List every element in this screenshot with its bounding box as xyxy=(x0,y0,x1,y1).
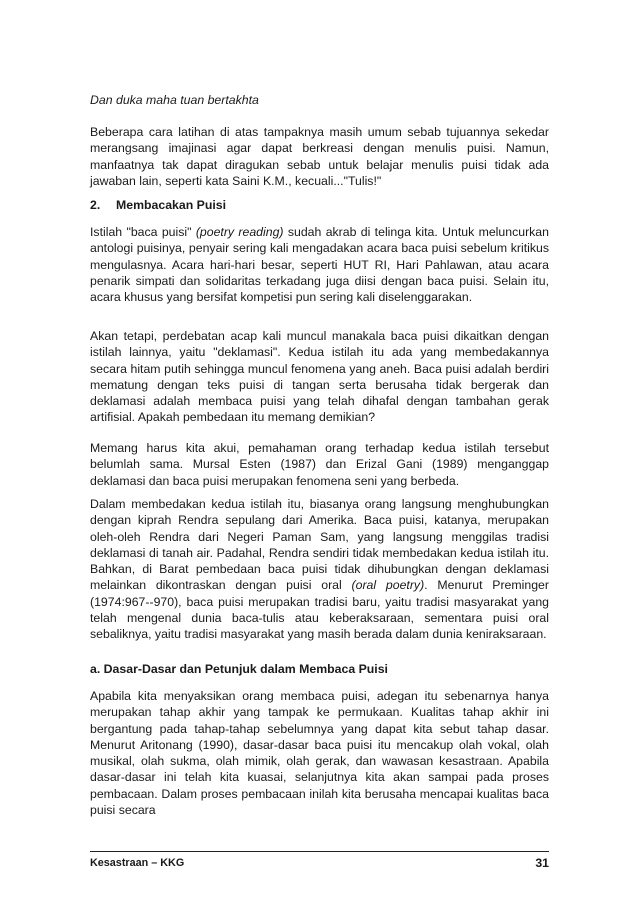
paragraph-3: Akan tetapi, perdebatan acap kali muncul manakala baca puisi dikaitkan dengan istilah lainnya, yaitu "deklamasi". Kedua istilah itu ada yang membedakannya secara hitam putih sehingga muncul fenomena yang aneh. Baca puisi adalah berdiri mematung dengan teks puisi di tangan serta berusaha tidak bergerak dan deklamasi adalah membaca puisi yang telah dihafal dengan tambahan gerak artifisial. Apakah pembedaan itu memang demikian? xyxy=(90,329,549,425)
page-number: 31 xyxy=(535,856,549,870)
section-number: 2. xyxy=(90,198,101,212)
paragraph-2-emphasis: (poetry reading) xyxy=(195,225,284,239)
paragraph-2-part-a: Istilah "baca puisi" xyxy=(90,225,196,239)
intro-quote: Dan duka maha tuan bertakhta xyxy=(90,93,259,107)
paragraph-5-emphasis: (oral poetry) xyxy=(351,578,425,593)
footer-divider xyxy=(90,851,549,852)
sub-heading: a. Dasar-Dasar dan Petunjuk dalam Membaca Puisi xyxy=(90,662,388,676)
section-heading xyxy=(90,197,226,213)
paragraph-5-part-b: . Menurut Preminger (1974:967--970), baca puisi merupakan tradisi baru, yaitu tradisi masyarakat yang telah mengenal dunia baca-tulis atau keberaksaraan, sementara puisi oral sebaliknya, yaitu tradisi masyarakat yang masih berada dalam dunia keniraksaraan. xyxy=(90,578,549,642)
paragraph-2-part-b: sudah akrab di telinga kita. Untuk meluncurkan antologi puisinya, penyair sering kali mengadakan acara baca puisi sebelum kritikus mengulasnya. Acara hari-hari besar, seperti HUT RI, Hari Pahlawan, atau acara penarik simpati dan solidaritas terkadang juga diisi dengan baca puisi. Selain itu, acara khusus yang bersifat kompetisi pun sering kali diselenggarakan. xyxy=(90,225,549,305)
paragraph-2 xyxy=(90,224,549,305)
section-title: Membacakan Puisi xyxy=(116,198,227,212)
paragraph-5-part-a: Dalam membedakan kedua istilah itu, biasanya orang langsung menghubungkan dengan kiprah Rendra sepulang dari Amerika. Baca puisi, katanya, merupakan oleh-oleh Rendra dari Negeri Paman Sam, yang langsung menggilas tradisi deklamasi di tanah air. Padahal, Rendra sendiri tidak membedakan kedua istilah itu. Bahkan, di Barat pembedaan baca puisi tidak dihubungkan dengan deklamasi melainkan dikontraskan dengan puisi oral xyxy=(90,497,549,593)
paragraph-6: Apabila kita menyaksikan orang membaca puisi, adegan itu sebenarnya hanya merupakan tahap akhir yang tampak ke permukaan. Kualitas tahap akhir ini bergantung pada tahap-tahap sebelumnya yang dapat kita sebut tahap dasar. Menurut Aritonang (1990), dasar-dasar baca puisi itu mencakup olah vokal, olah musikal, olah sukma, olah mimik, olah gerak, dan wawasan kesastraan. Apabila dasar-dasar ini telah kita kuasai, selanjutnya kita akan sampai pada proses pembacaan. Dalam proses pembacaan inilah kita berusaha mencapai kualitas baca puisi secara xyxy=(90,689,549,818)
paragraph-5 xyxy=(90,496,549,643)
footer-title: Kesastraan – KKG xyxy=(90,857,185,869)
paragraph-1: Beberapa cara latihan di atas tampaknya masih umum sebab tujuannya sekedar merangsang imajinasi agar dapat berkreasi dengan menulis puisi. Namun, manfaatnya tak dapat diragukan sebab untuk belajar menulis puisi tidak ada jawaban lain, seperti kata Saini K.M., kecuali..."Tulis!" xyxy=(90,125,549,188)
paragraph-4: Memang harus kita akui, pemahaman orang terhadap kedua istilah tersebut belumlah sama. Mursal Esten (1987) dan Erizal Gani (1989) menganggap deklamasi dan baca puisi merupakan fenomena seni yang berbeda. xyxy=(90,441,549,488)
